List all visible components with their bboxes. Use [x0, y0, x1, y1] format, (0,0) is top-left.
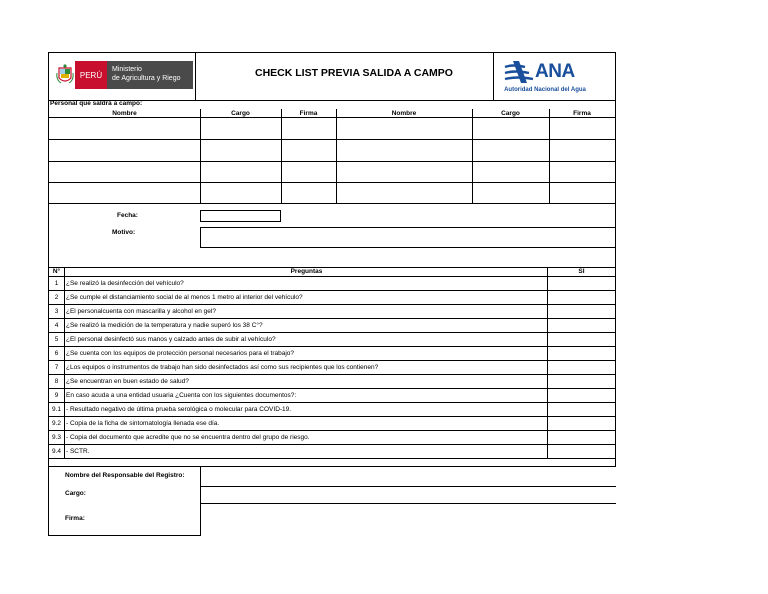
question-row [49, 431, 615, 445]
question-row [49, 417, 615, 431]
question-text: ¿Se encuentran en buen estado de salud? [66, 378, 189, 385]
question-text: ¿El personalcuenta con mascarilla y alcohol en gel? [66, 308, 216, 315]
grid-vline [281, 109, 282, 204]
question-number: 9 [49, 389, 65, 402]
question-text: ¿El personal desinfectó sus manos y calzado antes de subir al vehículo? [66, 336, 276, 343]
question-si-cell[interactable] [547, 319, 615, 332]
question-si-cell[interactable] [547, 347, 615, 360]
question-text: - Copia del documento que acredite que no se encuentra dentro del grupo de riesgo. [66, 434, 310, 441]
question-si-cell[interactable] [547, 361, 615, 374]
question-text: ¿Se cuenta con los equipos de protección personal necesarios para el trabajo? [66, 350, 295, 357]
page-title: CHECK LIST PREVIA SALIDA A CAMPO [255, 67, 453, 79]
question-number: 9.4 [49, 445, 65, 458]
question-text: - Resultado negativo de última prueba serológica o molecular para COVID-19. [66, 406, 292, 413]
question-number: 6 [49, 347, 65, 360]
question-row [49, 347, 615, 361]
question-row [49, 403, 615, 417]
question-number: 4 [49, 319, 65, 332]
ana-subtitle: Autoridad Nacional del Agua [504, 87, 586, 93]
question-si-cell[interactable] [547, 277, 615, 290]
header-divider-left [195, 53, 196, 101]
question-si-cell[interactable] [547, 445, 615, 458]
col-firma-1: Firma [299, 110, 318, 117]
question-text: En caso acuda a una entidad usuaria ¿Cuenta con los siguientes documentos?: [66, 392, 297, 399]
personnel-row-line [49, 161, 615, 162]
personnel-header-row [49, 109, 615, 118]
question-number: 3 [49, 305, 65, 318]
col-nombre-2: Nombre [391, 110, 417, 117]
peru-badge: PERÚ [75, 61, 107, 89]
question-text: ¿Los equipos o instrumentos de trabajo han sido desinfectados así como sus recipientes que los contienen? [66, 364, 379, 371]
question-row [49, 375, 615, 389]
question-si-cell[interactable] [547, 375, 615, 388]
question-text: - SCTR. [66, 448, 90, 455]
col-cargo-2: Cargo [501, 110, 520, 117]
col-firma-2: Firma [573, 110, 591, 117]
question-number: 9.1 [49, 403, 65, 416]
question-si-cell[interactable] [547, 291, 615, 304]
personnel-row-line [49, 203, 615, 204]
personnel-row-line [49, 182, 615, 183]
ana-wave-icon [503, 59, 535, 90]
checklist-form [48, 52, 616, 536]
grid-vline [472, 109, 473, 204]
preguntas-header: Preguntas [290, 268, 323, 275]
question-si-cell[interactable] [547, 417, 615, 430]
firma-field[interactable] [200, 503, 616, 536]
question-number: 8 [49, 375, 65, 388]
fecha-field[interactable] [200, 210, 281, 222]
question-si-cell[interactable] [547, 389, 615, 402]
question-si-cell[interactable] [547, 333, 615, 346]
question-row [49, 277, 615, 291]
fecha-label: Fecha: [117, 212, 138, 219]
question-si-cell[interactable] [547, 305, 615, 318]
question-text: ¿Se realizó la desinfección del vehículo? [66, 280, 184, 287]
ana-logo [499, 57, 591, 97]
responsable-field[interactable] [200, 466, 616, 487]
question-row [49, 445, 615, 459]
personnel-section-label: Personal que saldrá a campo: [50, 100, 143, 107]
ministry-line-1: Ministerio [112, 66, 142, 73]
questions-table [49, 267, 615, 458]
question-row [49, 361, 615, 375]
question-row [49, 291, 615, 305]
question-si-cell[interactable] [547, 431, 615, 444]
col-cargo-1: Cargo [231, 110, 250, 117]
grid-vline [200, 109, 201, 204]
question-number: 5 [49, 333, 65, 346]
question-text: ¿Se realizó la medición de la temperatura y nadie superó los 38 C°? [66, 322, 263, 329]
question-number: 2 [49, 291, 65, 304]
ministry-logo [55, 61, 193, 89]
question-si-cell[interactable] [547, 403, 615, 416]
motivo-field[interactable] [200, 227, 616, 248]
motivo-label: Motivo: [112, 229, 136, 236]
cargo-field[interactable] [200, 486, 616, 504]
ana-wordmark: ANA [535, 61, 575, 82]
si-header: SI [547, 268, 615, 276]
personnel-row-line [49, 139, 615, 140]
questions-header-row [49, 268, 615, 277]
ministry-name [107, 61, 193, 89]
question-row [49, 389, 615, 403]
peru-shield-icon [55, 61, 75, 89]
question-row [49, 305, 615, 319]
question-text: ¿Se cumple el distanciamiento social de al menos 1 metro al interior del vehículo? [66, 294, 303, 301]
cargo-label: Cargo: [65, 490, 86, 497]
question-text: - Copia de la ficha de sintomatología llenada ese día. [66, 420, 220, 427]
question-number: 7 [49, 361, 65, 374]
personnel-grid [49, 118, 615, 204]
grid-vline [336, 109, 337, 204]
col-nombre-1: Nombre [112, 110, 137, 117]
header-divider-right [493, 53, 494, 101]
question-number: 9.2 [49, 417, 65, 430]
ministry-line-2: de Agricultura y Riego [112, 75, 181, 82]
grid-vline [549, 109, 550, 204]
responsable-label: Nombre del Responsable del Registro: [65, 472, 185, 479]
firma-label: Firma: [65, 515, 85, 522]
question-row [49, 333, 615, 347]
question-number: 1 [49, 277, 65, 290]
num-header: N° [49, 268, 65, 276]
question-number: 9.3 [49, 431, 65, 444]
question-row [49, 319, 615, 333]
